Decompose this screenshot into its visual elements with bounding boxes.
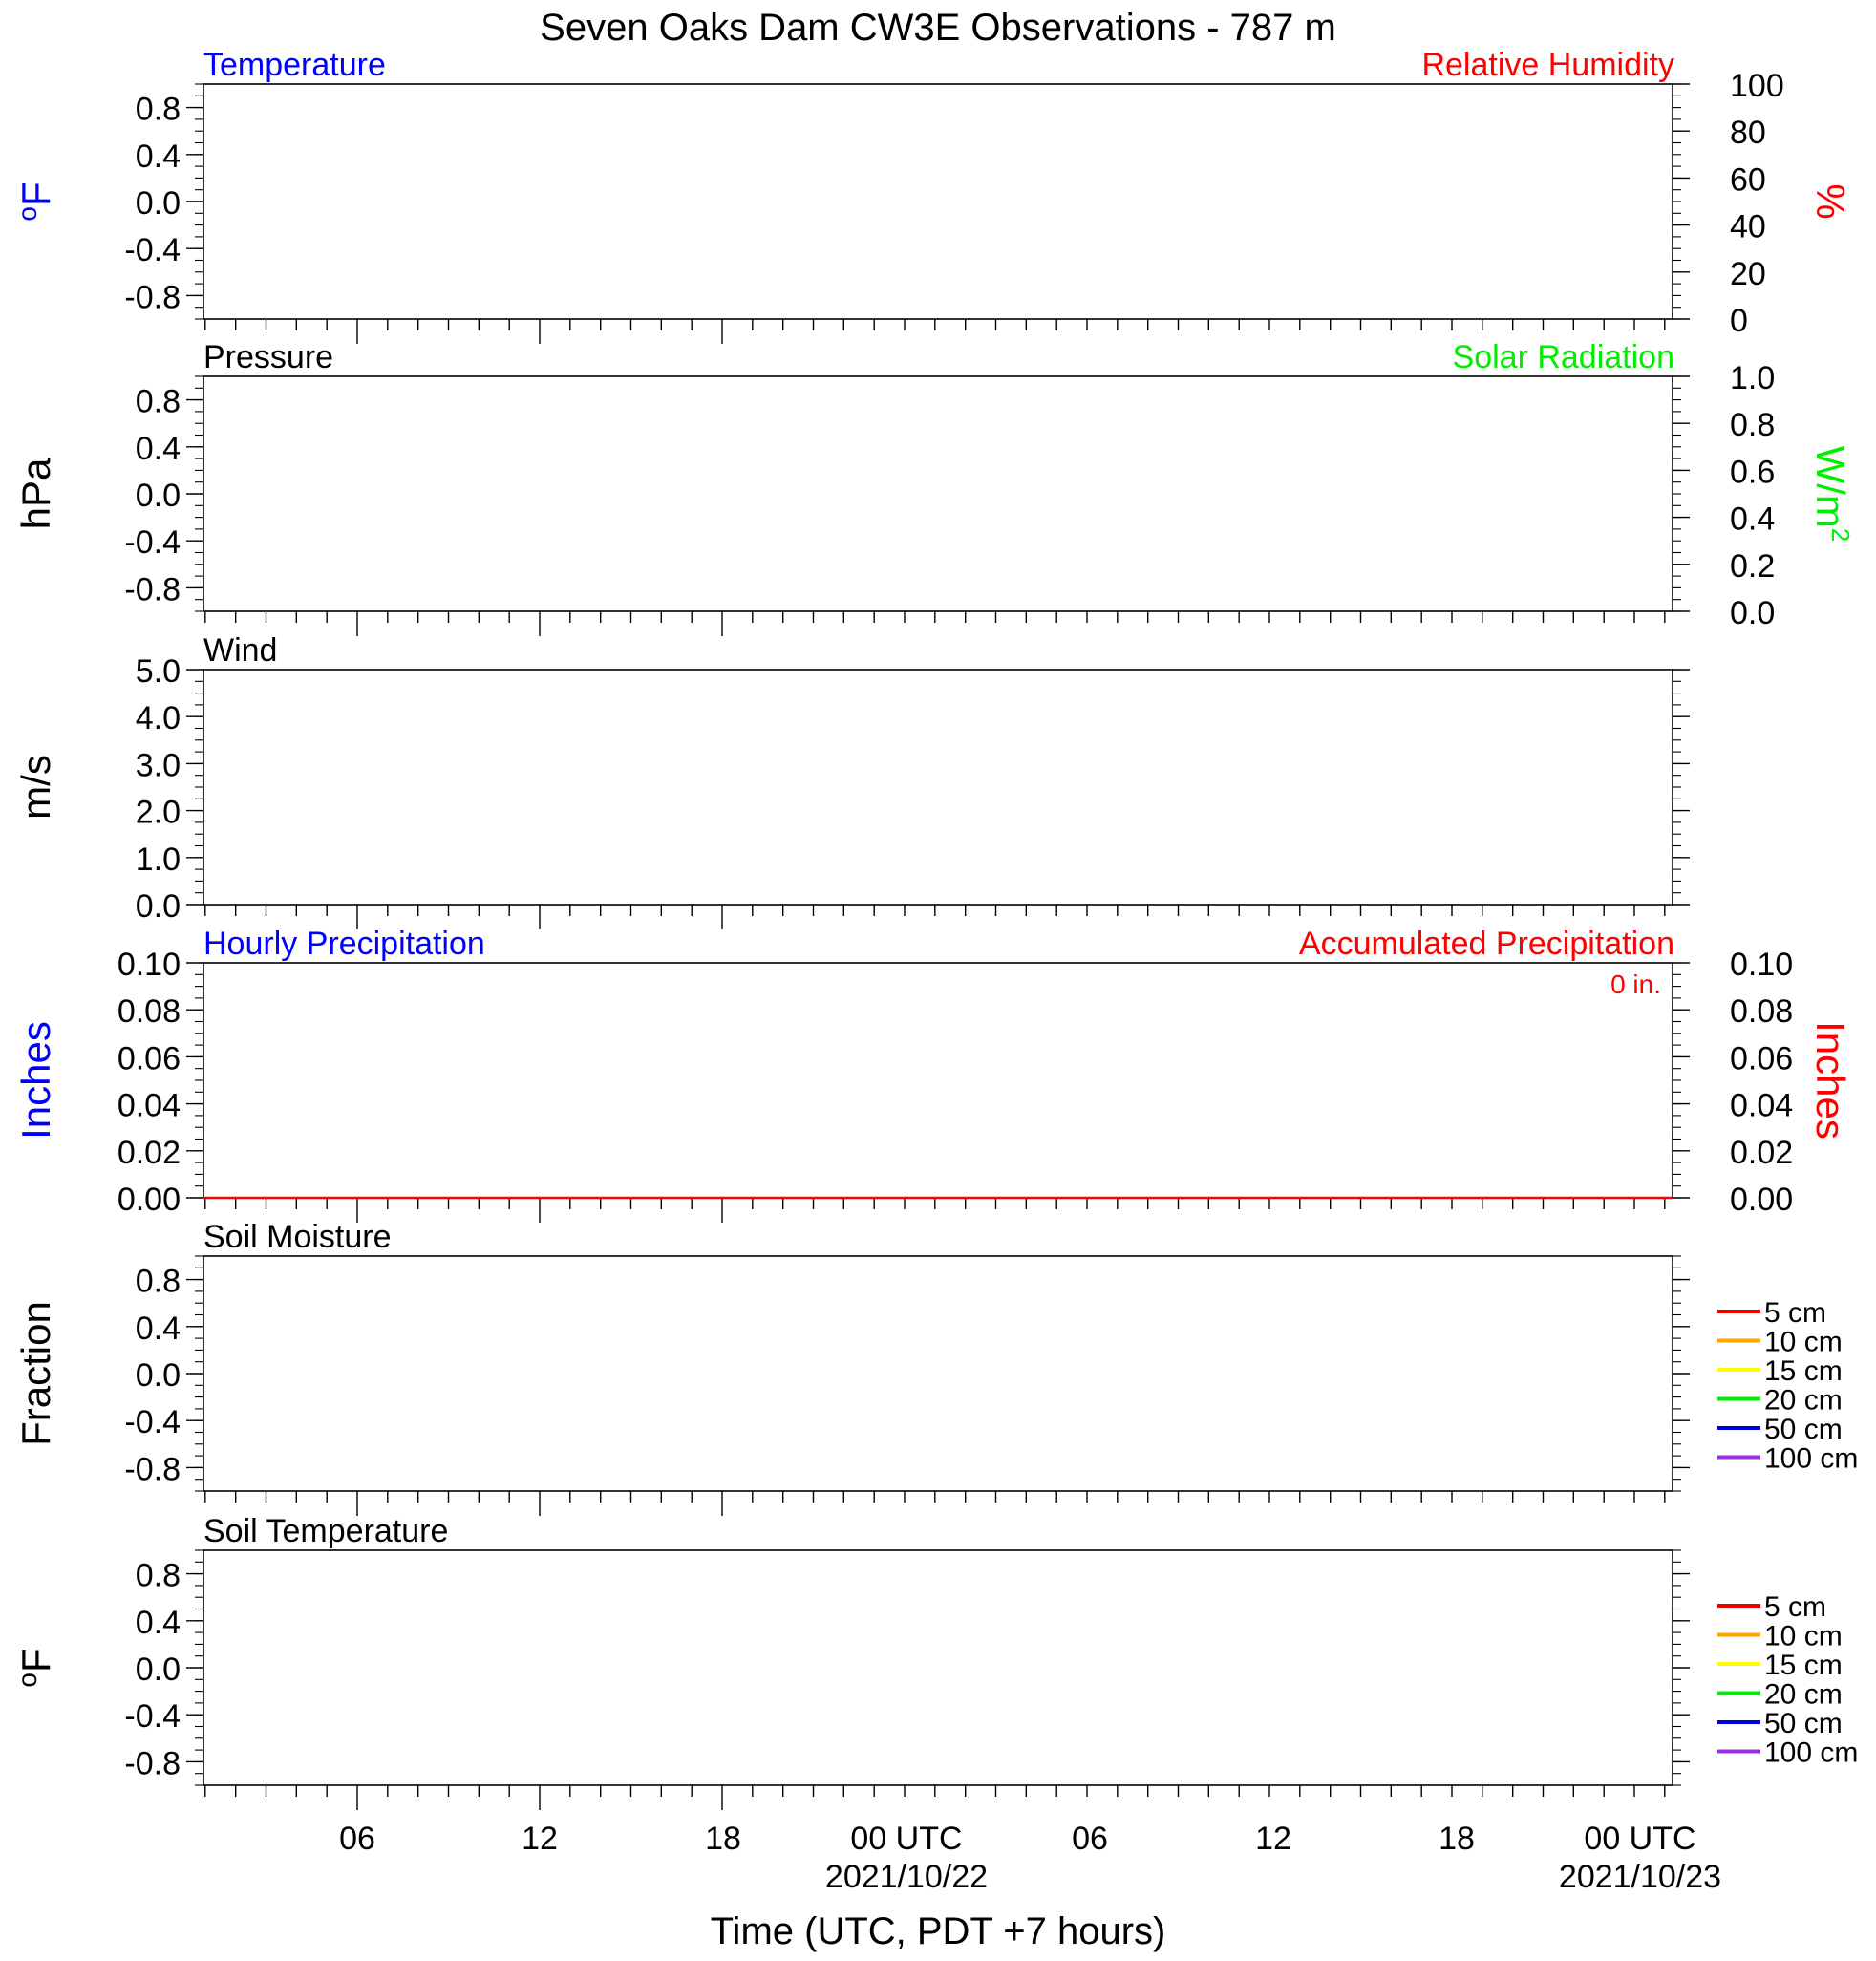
y2-tick-label: 0.02 <box>1730 1134 1794 1171</box>
degree-o: o <box>12 1673 42 1688</box>
y2-tick-label: 1.0 <box>1730 360 1776 396</box>
y-axis-label: Fraction <box>13 1301 58 1446</box>
y-tick-label: 0.8 <box>135 383 181 420</box>
y-tick-label: 0.06 <box>117 1040 181 1077</box>
y-tick-label: 0.4 <box>135 1310 181 1347</box>
y-tick-label: 0.0 <box>135 1652 181 1688</box>
y-tick-label: 0.10 <box>117 947 181 983</box>
y2-tick-label: 0.06 <box>1730 1040 1794 1077</box>
legend-label: 20 cm <box>1764 1384 1843 1417</box>
x-tick-label: 00 UTC <box>1584 1821 1696 1857</box>
y-tick-label: 0.0 <box>135 185 181 222</box>
y-tick-label: -0.4 <box>124 232 181 269</box>
y2-tick-label: 40 <box>1730 208 1766 245</box>
legend-label: 10 cm <box>1764 1620 1843 1652</box>
degree-o: o <box>12 206 42 222</box>
x-tick-label: 18 <box>705 1821 741 1857</box>
legend-label: 100 cm <box>1764 1737 1859 1769</box>
y-tick-label: 0.02 <box>117 1134 181 1171</box>
panel-left-title: Soil Moisture <box>203 1219 392 1255</box>
unit-f: F <box>13 181 58 207</box>
y-tick-label: 3.0 <box>135 747 181 784</box>
x-tick-label: 00 UTC <box>850 1821 963 1857</box>
y2-tick-label: 0.00 <box>1730 1182 1794 1218</box>
y-axis-label: Inches <box>13 1021 58 1140</box>
y2-axis-label: Inches <box>1808 1021 1853 1140</box>
y-tick-label: 0.0 <box>135 1357 181 1394</box>
y-tick-label: -0.8 <box>124 279 181 316</box>
legend-label: 20 cm <box>1764 1678 1843 1711</box>
panel-3 <box>13 926 1853 1223</box>
y2-tick-label: 100 <box>1730 68 1784 104</box>
y-axis-label: m/s <box>13 755 58 820</box>
panel-4 <box>13 1219 1858 1516</box>
legend-label: 15 cm <box>1764 1355 1843 1387</box>
panel-0 <box>12 47 1853 344</box>
legend-label: 10 cm <box>1764 1326 1843 1358</box>
x-tick-date: 2021/10/22 <box>824 1859 989 1895</box>
x-tick-date: 2021/10/23 <box>1558 1859 1722 1895</box>
panel-left-title: Pressure <box>203 339 334 375</box>
y-tick-label: 0.0 <box>135 888 181 925</box>
plot-frame <box>203 84 1673 319</box>
unit-f: F <box>13 1648 58 1673</box>
y-tick-label: 5.0 <box>135 653 181 690</box>
plot-frame <box>203 1256 1673 1491</box>
unit-wm: W/m <box>1808 445 1853 528</box>
y-axis-label <box>12 181 58 221</box>
y-tick-label: 2.0 <box>135 794 181 831</box>
panel-right-title: Solar Radiation <box>1452 339 1674 375</box>
legend-label: 50 cm <box>1764 1708 1843 1739</box>
y2-tick-label: 0.0 <box>1730 595 1776 631</box>
y2-axis-label: % <box>1808 183 1853 220</box>
y2-tick-label: 0.4 <box>1730 501 1776 538</box>
y-tick-label: 0.0 <box>135 478 181 514</box>
y2-axis-label <box>1808 446 1855 543</box>
panel-5 <box>12 1513 1858 1810</box>
y-tick-label: 0.00 <box>117 1182 181 1218</box>
plot-frame <box>203 670 1673 905</box>
x-tick-label: 18 <box>1439 1821 1475 1857</box>
y-tick-label: 4.0 <box>135 700 181 737</box>
y2-tick-label: 60 <box>1730 161 1766 199</box>
x-axis-label: Time (UTC, PDT +7 hours) <box>710 1910 1166 1952</box>
panel-1 <box>13 339 1855 636</box>
panel-left-title: Hourly Precipitation <box>203 926 485 962</box>
legend-label: 15 cm <box>1764 1650 1843 1681</box>
panel-left-title: Wind <box>203 632 278 669</box>
panel-left-title: Soil Temperature <box>203 1513 449 1549</box>
plot-frame <box>203 1550 1673 1785</box>
y-tick-label: -0.4 <box>124 524 181 562</box>
y2-tick-label: 0.04 <box>1730 1087 1794 1124</box>
x-tick-label: 12 <box>1255 1821 1291 1857</box>
depth-legend <box>1717 1591 1858 1769</box>
legend-label: 100 cm <box>1764 1442 1859 1475</box>
y2-tick-label: 20 <box>1730 255 1766 292</box>
plot-frame <box>203 963 1673 1198</box>
y-axis-label <box>12 1648 58 1687</box>
panel-annotation: 0 in. <box>1610 970 1661 999</box>
y-tick-label: 0.8 <box>135 1263 181 1300</box>
panel-right-title: Relative Humidity <box>1421 47 1674 83</box>
y-tick-label: -0.4 <box>124 1404 181 1441</box>
panel-2 <box>13 632 1690 929</box>
y-tick-label: 1.0 <box>135 841 181 878</box>
panel-left-title: Temperature <box>203 47 386 83</box>
y-tick-label: 0.8 <box>135 91 181 128</box>
y2-tick-label: 0.08 <box>1730 993 1794 1031</box>
y2-tick-label: 80 <box>1730 115 1766 152</box>
y-tick-label: 0.4 <box>135 430 181 467</box>
figure-title: Seven Oaks Dam CW3E Observations - 787 m <box>540 7 1336 49</box>
legend-label: 5 cm <box>1764 1591 1827 1623</box>
y2-tick-label: 0.8 <box>1730 407 1776 444</box>
x-tick-label: 06 <box>1072 1821 1108 1857</box>
depth-legend <box>1717 1297 1858 1475</box>
y-tick-label: -0.8 <box>124 1745 181 1782</box>
y-tick-label: 0.4 <box>135 138 181 175</box>
y2-tick-label: 0.10 <box>1730 947 1794 983</box>
y-axis-label: hPa <box>13 458 58 530</box>
y2-tick-label: 0.6 <box>1730 454 1776 491</box>
y2-tick-label: 0 <box>1730 303 1748 339</box>
y-tick-label: -0.8 <box>124 571 181 608</box>
panel-right-title: Accumulated Precipitation <box>1298 926 1674 962</box>
legend-label: 50 cm <box>1764 1414 1843 1445</box>
y-tick-label: -0.4 <box>124 1698 181 1736</box>
y-tick-label: 0.4 <box>135 1604 181 1641</box>
x-tick-label: 06 <box>339 1821 375 1857</box>
y2-tick-label: 0.2 <box>1730 547 1776 585</box>
x-tick-label: 12 <box>522 1821 558 1857</box>
y-tick-label: 0.04 <box>117 1087 181 1124</box>
y-tick-label: -0.8 <box>124 1451 181 1488</box>
unit-sup: 2 <box>1826 527 1855 543</box>
y-tick-label: 0.8 <box>135 1557 181 1594</box>
legend-label: 5 cm <box>1764 1297 1827 1329</box>
y-tick-label: 0.08 <box>117 993 181 1031</box>
plot-frame <box>203 376 1673 611</box>
